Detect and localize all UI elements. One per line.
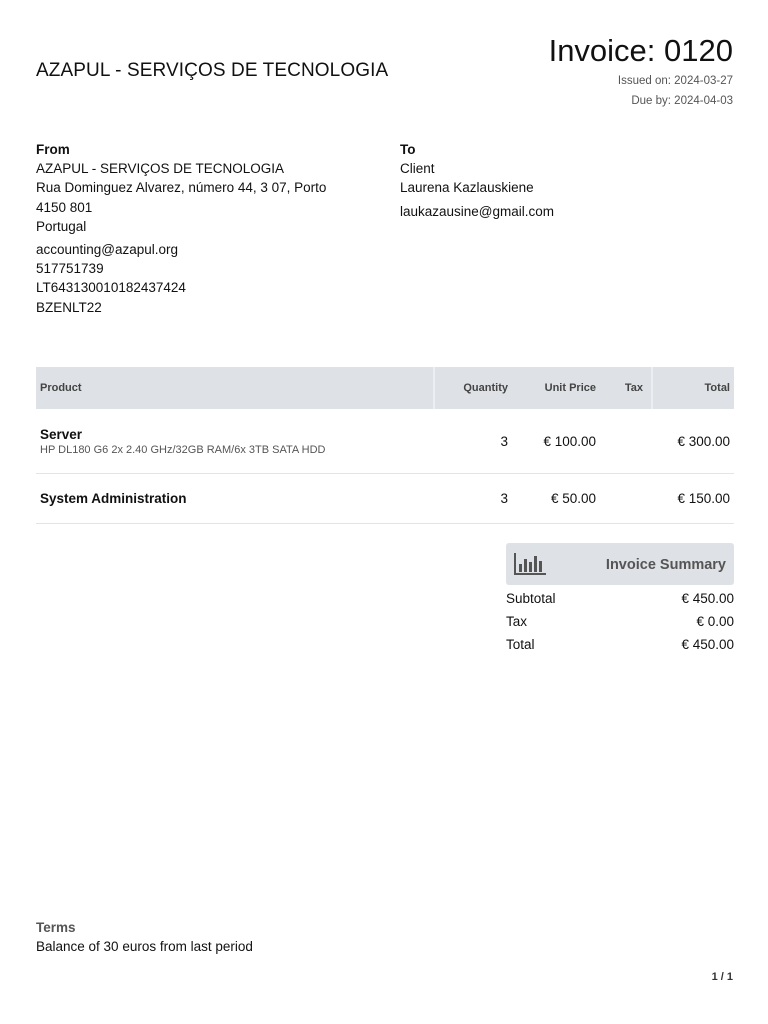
invoice-title: Invoice: 0120	[548, 33, 733, 68]
table-row	[36, 409, 734, 474]
summary-total-row	[506, 633, 734, 656]
unit-price-cell: € 100.00	[512, 409, 600, 474]
page-number: 1 / 1	[711, 971, 733, 983]
total-value: € 450.00	[681, 637, 734, 652]
to-client-label: Client	[400, 161, 435, 177]
from-iban: LT643130010182437424	[36, 280, 186, 296]
issued-date: Issued on: 2024-03-27	[617, 75, 733, 87]
from-postal-code: 4150 801	[36, 199, 93, 215]
from-country: Portugal	[36, 218, 87, 234]
product-description: HP DL180 G6 2x 2.40 GHz/32GB RAM/6x 3TB SATA HDD	[40, 443, 326, 456]
from-company-name: AZAPUL - SERVIÇOS DE TECNOLOGIA	[36, 161, 285, 177]
summary-header	[506, 543, 734, 585]
invoice-summary	[506, 543, 734, 656]
company-name: AZAPUL - SERVIÇOS DE TECNOLOGIA	[36, 60, 389, 81]
terms-heading: Terms	[36, 920, 76, 935]
from-heading: From	[36, 142, 70, 157]
column-header-total: Total	[652, 367, 734, 409]
from-tax-id: 517751739	[36, 261, 104, 277]
total-label: Total	[506, 637, 535, 652]
tax-value: € 0.00	[696, 614, 734, 629]
from-bic: BZENLT22	[36, 299, 102, 315]
from-address: Rua Dominguez Alvarez, número 44, 3 07, Porto	[36, 180, 327, 196]
terms-text: Balance of 30 euros from last period	[36, 939, 253, 954]
from-section	[36, 140, 356, 317]
subtotal-value: € 450.00	[681, 591, 734, 606]
bar-chart-icon	[514, 553, 546, 575]
summary-tax-row	[506, 610, 734, 633]
tax-label: Tax	[506, 614, 528, 629]
product-name: System Administration	[40, 491, 187, 506]
product-cell	[36, 409, 434, 474]
unit-price-cell: € 50.00	[512, 474, 600, 524]
column-header-product: Product	[36, 367, 434, 409]
from-email: accounting@azapul.org	[36, 242, 179, 258]
column-header-unit-price: Unit Price	[512, 367, 600, 409]
total-cell: € 150.00	[652, 474, 734, 524]
column-header-tax: Tax	[600, 367, 652, 409]
subtotal-label: Subtotal	[506, 591, 556, 606]
product-cell	[36, 474, 434, 524]
line-items-table	[36, 367, 734, 524]
product-name: Server	[40, 426, 83, 442]
to-heading: To	[400, 142, 416, 157]
summary-subtotal-row	[506, 587, 734, 610]
terms-section	[36, 918, 253, 956]
quantity-cell: 3	[434, 409, 512, 474]
to-section	[400, 140, 730, 221]
total-cell: € 300.00	[652, 409, 734, 474]
tax-cell	[600, 474, 652, 524]
tax-cell	[600, 409, 652, 474]
to-client-name: Laurena Kazlauskiene	[400, 180, 534, 196]
column-header-quantity: Quantity	[434, 367, 512, 409]
table-header-row	[36, 367, 734, 409]
summary-title: Invoice Summary	[605, 557, 726, 573]
table-row	[36, 474, 734, 524]
to-client-email: laukazausine@gmail.com	[400, 203, 555, 219]
due-date: Due by: 2024-04-03	[631, 95, 733, 107]
quantity-cell: 3	[434, 474, 512, 524]
